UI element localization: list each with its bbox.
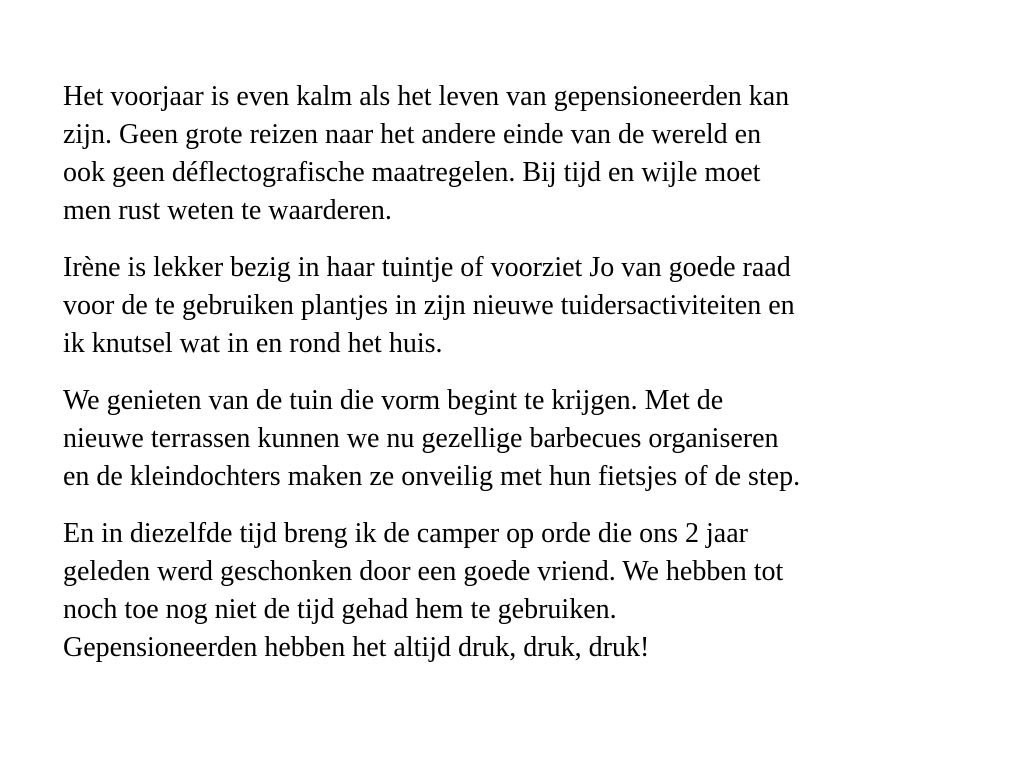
text-line: Gepensioneerden hebben het altijd druk, druk, druk!	[63, 632, 650, 663]
text-line: geleden werd geschonken door een goede vriend. We hebben tot	[63, 556, 784, 587]
text-line: zijn. Geen grote reizen naar het andere einde van de wereld en	[63, 119, 762, 150]
text-line: en de kleindochters maken ze onveilig met hun fietsjes of de step.	[63, 461, 801, 492]
paragraph-1	[63, 78, 973, 230]
text-line: ook geen déflectografische maatregelen. Bij tijd en wijle moet	[63, 157, 761, 188]
text-line: noch toe nog niet de tijd gehad hem te gebruiken.	[63, 594, 617, 625]
text-line: men rust weten te waarderen.	[63, 195, 392, 226]
document-body	[63, 78, 973, 686]
text-line: nieuwe terrassen kunnen we nu gezellige barbecues organiseren	[63, 423, 779, 454]
text-line: Irène is lekker bezig in haar tuintje of voorziet Jo van goede raad	[63, 252, 791, 283]
paragraph-3	[63, 382, 973, 496]
text-line: En in diezelfde tijd breng ik de camper op orde die ons 2 jaar	[63, 518, 748, 549]
paragraph-2	[63, 249, 973, 363]
paragraph-4	[63, 515, 973, 667]
text-line: We genieten van de tuin die vorm begint te krijgen. Met de	[63, 385, 724, 416]
text-line: voor de te gebruiken plantjes in zijn nieuwe tuidersactiviteiten en	[63, 290, 795, 321]
text-line: ik knutsel wat in en rond het huis.	[63, 328, 443, 359]
text-line: Het voorjaar is even kalm als het leven van gepensioneerden kan	[63, 81, 790, 112]
